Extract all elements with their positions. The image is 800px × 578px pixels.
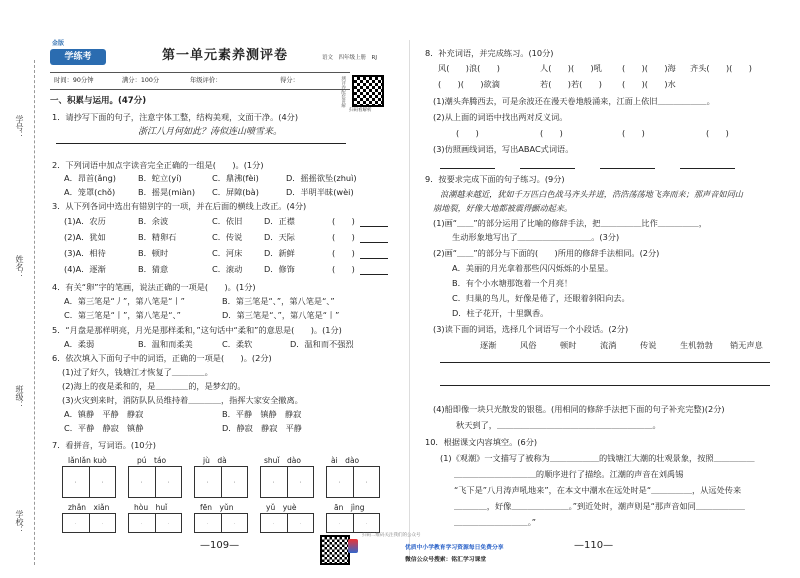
- char-box[interactable]: [62, 466, 116, 498]
- q2: 2．下列词语中加点字读音完全正确的一组是( )。(1分): [52, 160, 264, 170]
- char-box[interactable]: [194, 466, 248, 498]
- q3-cell: (3)A．相待: [64, 248, 106, 258]
- char-box[interactable]: [194, 513, 248, 533]
- q5-opt: B．温和而柔美: [138, 339, 193, 349]
- footer-promo: 优质中小学教育学习资源每日免费分享: [405, 545, 504, 551]
- q8-word[interactable]: ( )( )水: [622, 79, 676, 89]
- pinyin-label: ài dào: [331, 456, 360, 465]
- margin-label-xuehao: 学号：: [15, 115, 24, 139]
- char-box[interactable]: [62, 513, 116, 533]
- q4-opt: A．第三笔是“丿”，第八笔是“丨”: [64, 296, 185, 306]
- qr-side-text: 测评卷配套讲解: [340, 76, 346, 108]
- q6-opt: B．平静 镇静 静寂: [222, 409, 302, 419]
- q9-4b: 秋天到了，＿＿＿＿＿＿＿＿＿＿＿＿＿＿＿＿＿＿＿。: [456, 420, 661, 430]
- q3-fix-line[interactable]: [360, 258, 388, 259]
- q10-line3: “飞下是”八月涛声吼地来”，在本文中潮水在远处时是“＿＿＿＿＿，从远处传来: [454, 485, 742, 495]
- q2-opt: D．半明半昧(wèi): [286, 187, 354, 197]
- footer-scan-text: 扫码二维码关注我们的公众号: [362, 533, 421, 538]
- char-box[interactable]: [260, 513, 314, 533]
- q8-word[interactable]: ( )( )海: [622, 63, 676, 73]
- section-1-heading: 一、积累与运用。(47分): [50, 96, 147, 106]
- footer-qr-code[interactable]: [320, 535, 350, 565]
- page-divider: [409, 40, 410, 560]
- cut-line: [34, 60, 35, 565]
- q2-opt: B．蛇立(yí): [138, 173, 182, 183]
- q9-2-opt: B．有个小水塘那饱着一个月亮！: [452, 278, 573, 288]
- q3-cell: (2)A．犹如: [64, 232, 106, 242]
- q4-opt: C．第三笔是“丨”，第八笔是“、”: [64, 310, 181, 320]
- char-box[interactable]: [128, 466, 182, 498]
- char-box[interactable]: [326, 466, 380, 498]
- q8-3-line[interactable]: [600, 168, 655, 169]
- q3-answer[interactable]: ( ): [332, 216, 355, 226]
- q4: 4．有关“卵”字的笔画，说法正确的一项是( )。(1分): [52, 282, 256, 292]
- q5: 5．“月盘是那样明亮，月光是那样柔和，”这句话中“柔和”的意思是( )。(1分): [52, 325, 342, 335]
- q9-2-opt: A．美丽的月光拿着那些闪闪烁烁的小星星。: [452, 263, 614, 273]
- qr-caption: 扫码看解析: [349, 108, 372, 113]
- q4-opt: B．第三笔是“、”，第八笔是“、”: [222, 296, 335, 306]
- q3-answer[interactable]: ( ): [332, 232, 355, 242]
- q3-answer[interactable]: ( ): [332, 248, 355, 258]
- pinyin-label: zhǎn xiǎn: [68, 503, 110, 512]
- score-label: 得分：: [280, 77, 299, 84]
- q9-3-word: 顿时: [560, 340, 577, 350]
- q8-word[interactable]: 齐头( )( ): [690, 63, 752, 73]
- q8-2: (2)从上面的词语中找出两对反义词。: [433, 112, 568, 122]
- q1: 1．请抄写下面的句子，注意字体工整，结构美观，文面干净。(4分): [52, 112, 299, 122]
- q3-cell: C．滚动: [212, 264, 243, 274]
- q6-line: (1)过了好久，钱塘江才恢复了＿＿＿＿。: [62, 367, 213, 377]
- footer-wechat: 微信公众号搜索：铭汇学习课堂: [405, 557, 487, 563]
- q6-line: (2)海上的夜是柔和的，是＿＿＿＿的，是梦幻的。: [62, 381, 246, 391]
- q9-3-line[interactable]: [440, 385, 770, 386]
- pinyin-label: pú táo: [137, 456, 167, 465]
- margin-label-class: 班级：: [15, 385, 24, 409]
- q6-opt: D．静寂 静寂 平静: [222, 423, 302, 433]
- q1-sentence: 浙江八月何如此？涛似连山喷雪来。: [138, 127, 283, 137]
- q1-write-line[interactable]: [56, 143, 346, 144]
- page-number-left: —109—: [200, 540, 240, 551]
- q9-3-word: 流淌: [600, 340, 617, 350]
- q3-cell: B．猜意: [138, 264, 169, 274]
- q6: 6．依次填入下面句子中的词语，正确的一项是( )。(2分): [52, 353, 272, 363]
- q9-3-word: 销无声息: [730, 340, 763, 350]
- q8-3: (3)仿照画线词语，写出ABAC式词语。: [433, 144, 574, 154]
- q3-cell: C．依旧: [212, 216, 243, 226]
- q3-cell: B．顿时: [138, 248, 169, 258]
- q9-3: (3)读下面的词语，选择几个词语写一个小段话。(2分): [433, 324, 629, 334]
- page-title: 第一单元素养测评卷: [161, 48, 288, 63]
- pinyin-label: lǎnlǎn kuò: [68, 456, 107, 465]
- q3-answer[interactable]: ( ): [332, 264, 355, 274]
- brand-mark-icon: [348, 539, 358, 553]
- q4-opt: D．第三笔是“、”，第八笔是“丨”: [222, 310, 340, 320]
- pinyin-label: fēn yǔn: [200, 503, 234, 512]
- q9-3-word: 传说: [640, 340, 657, 350]
- q2-opt: C．鼎沸(fèi): [212, 173, 259, 183]
- q10-line2: ＿＿＿＿＿＿＿＿＿＿的顺序进行了描绘。江潮的声音在刘禹锡: [454, 469, 684, 479]
- q9-passage-2: 崩地裂，好像大地都被震得颤动起来。: [433, 203, 573, 213]
- pinyin-label: jù dà: [203, 456, 227, 465]
- q3-cell: C．河床: [212, 248, 243, 258]
- q8-3-line[interactable]: [520, 168, 575, 169]
- q3: 3．从下列各词中选出有错别字的一项，并在后面的横线上改正。(4分): [52, 201, 307, 211]
- q9-2: (2)画“＿＿”的部分与下面的( )所用的修辞手法相同。(2分): [433, 248, 660, 258]
- q10: 10．根据课文内容填空。(6分): [425, 437, 538, 447]
- brand-logo: 学练考: [50, 49, 106, 65]
- q6-opt: C．平静 静寂 镇静: [64, 423, 144, 433]
- q8-word[interactable]: 人( )( )吼: [540, 63, 602, 73]
- q3-fix-line[interactable]: [360, 242, 388, 243]
- q6-line: (3)火灾到来时，消防队队员维持着＿＿＿＿，指挥大家安全撤离。: [62, 395, 303, 405]
- pinyin-label: yǔ yuè: [266, 503, 297, 512]
- q9-passage-1: 浪潮越来越近，犹如千万匹白色战马齐头并进，浩浩荡荡地飞奔而来；那声音如同山: [440, 189, 743, 199]
- q2-opt: B．摇晃(miàn): [138, 187, 196, 197]
- q9: 9．按要求完成下面的句子练习。(9分): [425, 174, 565, 184]
- pinyin-label: shuǐ dào: [264, 456, 301, 465]
- q9-3-line[interactable]: [440, 362, 770, 363]
- q8-word[interactable]: ( )( )欲滴: [438, 79, 500, 89]
- q9-1b: 生动形象地写出了＿＿＿＿＿＿＿＿＿。(3分): [452, 232, 620, 242]
- brand-sub: 金版: [52, 40, 65, 47]
- char-box[interactable]: [260, 466, 314, 498]
- q5-opt: D．温和而不强烈: [290, 339, 354, 349]
- q6-opt: A．镇静 平静 静寂: [64, 409, 144, 419]
- q9-3-word: 生机勃勃: [680, 340, 713, 350]
- q3-cell: C．传说: [212, 232, 243, 242]
- score-total: 满分：100分: [122, 77, 160, 84]
- q8-3-line[interactable]: [680, 168, 735, 169]
- q3-cell: D．天际: [264, 232, 295, 242]
- q5-opt: C．柔软: [222, 339, 253, 349]
- q8-2-blank[interactable]: ( ): [706, 128, 729, 138]
- q9-3-word: 风俗: [520, 340, 537, 350]
- q2-opt: D．摇摇欲坠(zhuì): [286, 173, 357, 183]
- q9-4: (4)船即像一块只光散发的银毯。(用相同的修辞手法把下面的句子补充完整)(2分): [433, 404, 725, 414]
- char-box[interactable]: [326, 513, 380, 533]
- q8-1: (1)潮头奔腾西去，可是余波还在漫天卷地般涌来，江面上依旧＿＿＿＿＿＿。: [433, 96, 715, 106]
- book-meta: 语文 四年级上册 RJ: [322, 55, 377, 61]
- info-bar: [50, 72, 350, 90]
- q10-line1: (1)《观潮》一文描写了被称为＿＿＿＿＿＿的钱塘江大潮的壮观景象，按照＿＿＿＿＿: [440, 453, 755, 463]
- q7: 7．看拼音，写词语。(10分): [52, 440, 156, 450]
- page-number-right: —110—: [574, 540, 614, 551]
- q3-cell: (1)A．农历: [64, 216, 106, 226]
- q3-cell: D．修饰: [264, 264, 295, 274]
- q8-word[interactable]: 若( )若( ): [540, 79, 602, 89]
- char-box[interactable]: [128, 513, 182, 533]
- q3-cell: D．正襟: [264, 216, 295, 226]
- q8-2-blank[interactable]: ( ): [456, 128, 479, 138]
- q8-2-blank[interactable]: ( ): [622, 128, 645, 138]
- q3-fix-line[interactable]: [360, 226, 388, 227]
- grade-label: 年级评价：: [190, 77, 222, 84]
- q8-2-blank[interactable]: ( ): [540, 128, 563, 138]
- q8: 8．补充词语，并完成练习。(10分): [425, 48, 554, 58]
- q3-fix-line[interactable]: [360, 274, 388, 275]
- q3-cell: D．新鲜: [264, 248, 295, 258]
- q3-cell: (4)A．逐渐: [64, 264, 106, 274]
- q5-opt: A．柔弱: [64, 339, 95, 349]
- q3-cell: B．余波: [138, 216, 169, 226]
- qr-code[interactable]: [352, 75, 384, 107]
- margin-label-school: 学校：: [15, 510, 24, 534]
- q3-cell: B．精卵石: [138, 232, 177, 242]
- q2-opt: C．屏障(bà): [212, 187, 259, 197]
- time-label: 时间：90分钟: [54, 77, 94, 84]
- q9-2-opt: D．柱子花开，十里飘香。: [452, 308, 549, 318]
- q9-3-word: 逐渐: [480, 340, 497, 350]
- pinyin-label: ān jìng: [334, 503, 365, 512]
- q9-1: (1)画“＿＿”的部分运用了比喻的修辞手法，把＿＿＿＿＿比作＿＿＿＿＿，: [433, 218, 707, 228]
- pinyin-label: hòu huǐ: [134, 503, 168, 512]
- q9-2-opt: C．归巢的鸟儿，好像是倦了，还眼着斜阳向去。: [452, 293, 630, 303]
- q10-line5: ＿＿＿＿＿＿＿＿＿。”: [454, 517, 537, 527]
- margin-label-name: 姓名：: [15, 255, 24, 279]
- q2-opt: A．笼罩(chǒ): [64, 187, 116, 197]
- q2-opt: A．昂首(ǎng): [64, 173, 116, 183]
- q8-word[interactable]: 风( )浪( ): [438, 63, 500, 73]
- q8-3-line[interactable]: [440, 168, 495, 169]
- q10-line4: ＿＿＿＿，好像＿＿＿＿＿＿＿。”到近处时，潮声则是“那声音如同＿＿＿＿＿＿: [454, 501, 745, 511]
